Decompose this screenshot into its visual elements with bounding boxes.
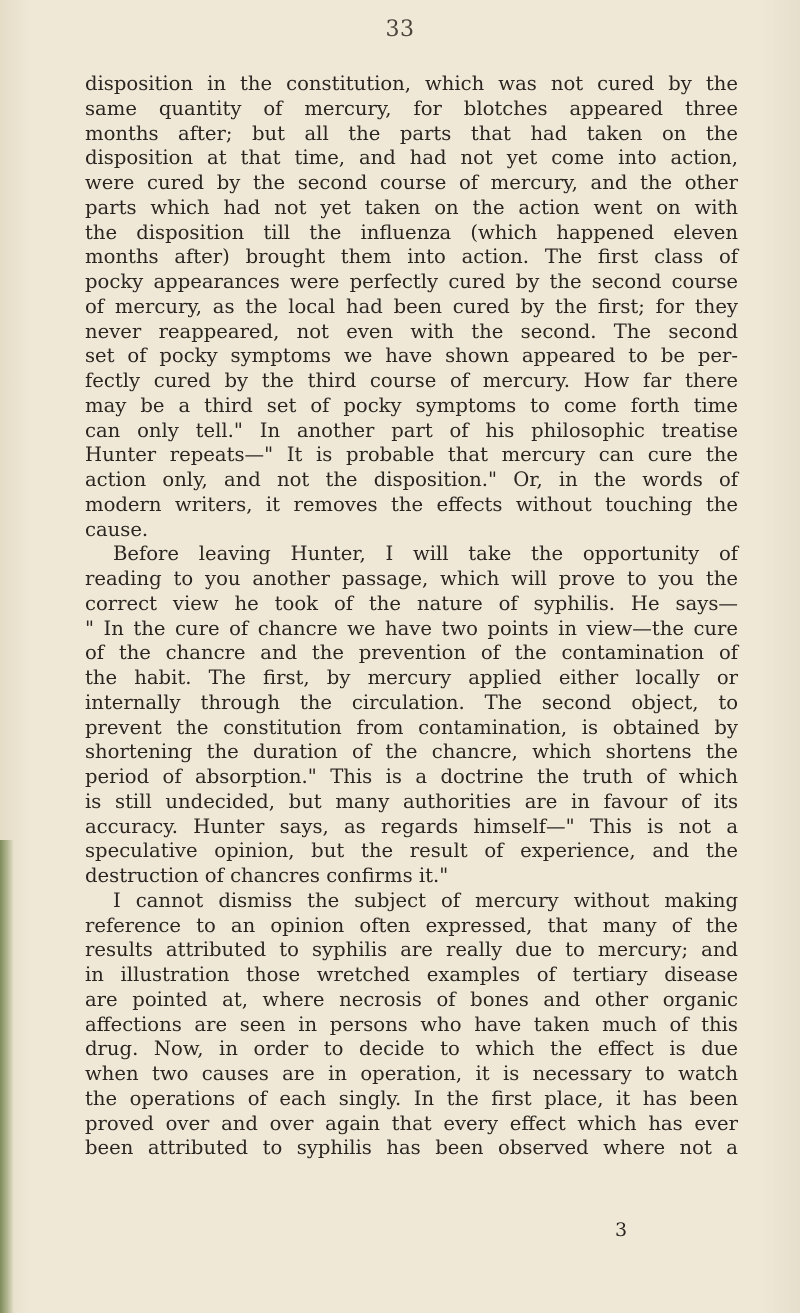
text-line: the habit. The first, by mercury applied either locally or	[85, 666, 738, 689]
text-line: results attributed to syphilis are really due to mercury; and	[85, 938, 738, 962]
text-line: are pointed at, where necrosis of bones and other organic	[85, 987, 738, 1011]
page-number: 33	[385, 17, 415, 42]
text-line: internally through the circulation. The second object, to	[85, 690, 738, 714]
text-line: action only, and not the disposition." Or, in the words of	[85, 468, 738, 491]
text-line: prevent the constitution from contamination, is obtained by	[85, 715, 738, 739]
text-line: when two causes are in operation, it is necessary to watch	[85, 1062, 738, 1085]
text-line: reading to you another passage, which will prove to you the	[85, 567, 738, 590]
text-line: the disposition till the influenza (which happened eleven	[85, 220, 738, 244]
text-line: Hunter repeats—" It is probable that mercury can cure the	[85, 443, 738, 467]
text-line: I cannot dismiss the subject of mercury without making	[113, 888, 738, 912]
text-line: of the chancre and the prevention of the contamination of	[85, 641, 738, 665]
signature-mark: 3	[615, 1219, 628, 1241]
text-line: " In the cure of chancre we have two points in view—the cure	[85, 616, 738, 640]
text-line: been attributed to syphilis has been observed where not a	[85, 1136, 738, 1160]
text-line: same quantity of mercury, for blotches appeared three	[85, 96, 738, 120]
text-line: may be a third set of pocky symptoms to come forth time	[85, 393, 738, 417]
text-line: pocky appearances were perfectly cured by the second course	[85, 270, 738, 293]
text-line: drug. Now, in order to decide to which the effect is due	[85, 1037, 738, 1061]
text-line: of mercury, as the local had been cured by the first; for they	[85, 294, 738, 318]
text-line: Before leaving Hunter, I will take the opportunity of	[113, 542, 738, 566]
text-line: destruction of chancres confirms it."	[85, 864, 449, 887]
text-line: set of pocky symptoms we have shown appeared to be per-	[85, 344, 738, 368]
text-line: were cured by the second course of mercury, and the other	[85, 171, 738, 194]
text-line: shortening the duration of the chancre, which shortens the	[85, 740, 738, 764]
text-line: reference to an opinion often expressed, that many of the	[85, 913, 738, 937]
text-line: months after) brought them into action. The first class of	[85, 245, 738, 269]
text-line: is still undecided, but many authorities are in favour of its	[85, 789, 738, 813]
text-line: can only tell." In another part of his philosophic treatise	[85, 418, 738, 442]
text-line: affections are seen in persons who have taken much of this	[85, 1012, 738, 1036]
text-line: never reappeared, not even with the second. The second	[85, 319, 738, 343]
text-line: speculative opinion, but the result of experience, and the	[85, 839, 738, 863]
text-line: correct view he took of the nature of syphilis. He says—	[85, 591, 738, 615]
text-line: parts which had not yet taken on the action went on with	[85, 195, 738, 219]
text-line: period of absorption." This is a doctrine the truth of which	[85, 765, 738, 788]
text-line: cause.	[85, 517, 149, 541]
text-line: proved over and over again that every effect which has ever	[85, 1111, 738, 1135]
text-line: months after; but all the parts that had taken on the	[85, 121, 738, 145]
body-text	[85, 72, 738, 1161]
text-line: the operations of each singly. In the first place, it has been	[85, 1086, 738, 1110]
text-line: accuracy. Hunter says, as regards himself—" This is not a	[85, 814, 738, 838]
text-line: in illustration those wretched examples of tertiary disease	[85, 963, 738, 986]
text-line: modern writers, it removes the effects without touching the	[85, 492, 738, 516]
text-line: disposition in the constitution, which was not cured by the	[85, 72, 738, 95]
text-line: fectly cured by the third course of mercury. How far there	[85, 369, 738, 392]
page-edge-shadow	[0, 840, 14, 1313]
text-line: disposition at that time, and had not yet come into action,	[85, 146, 738, 170]
